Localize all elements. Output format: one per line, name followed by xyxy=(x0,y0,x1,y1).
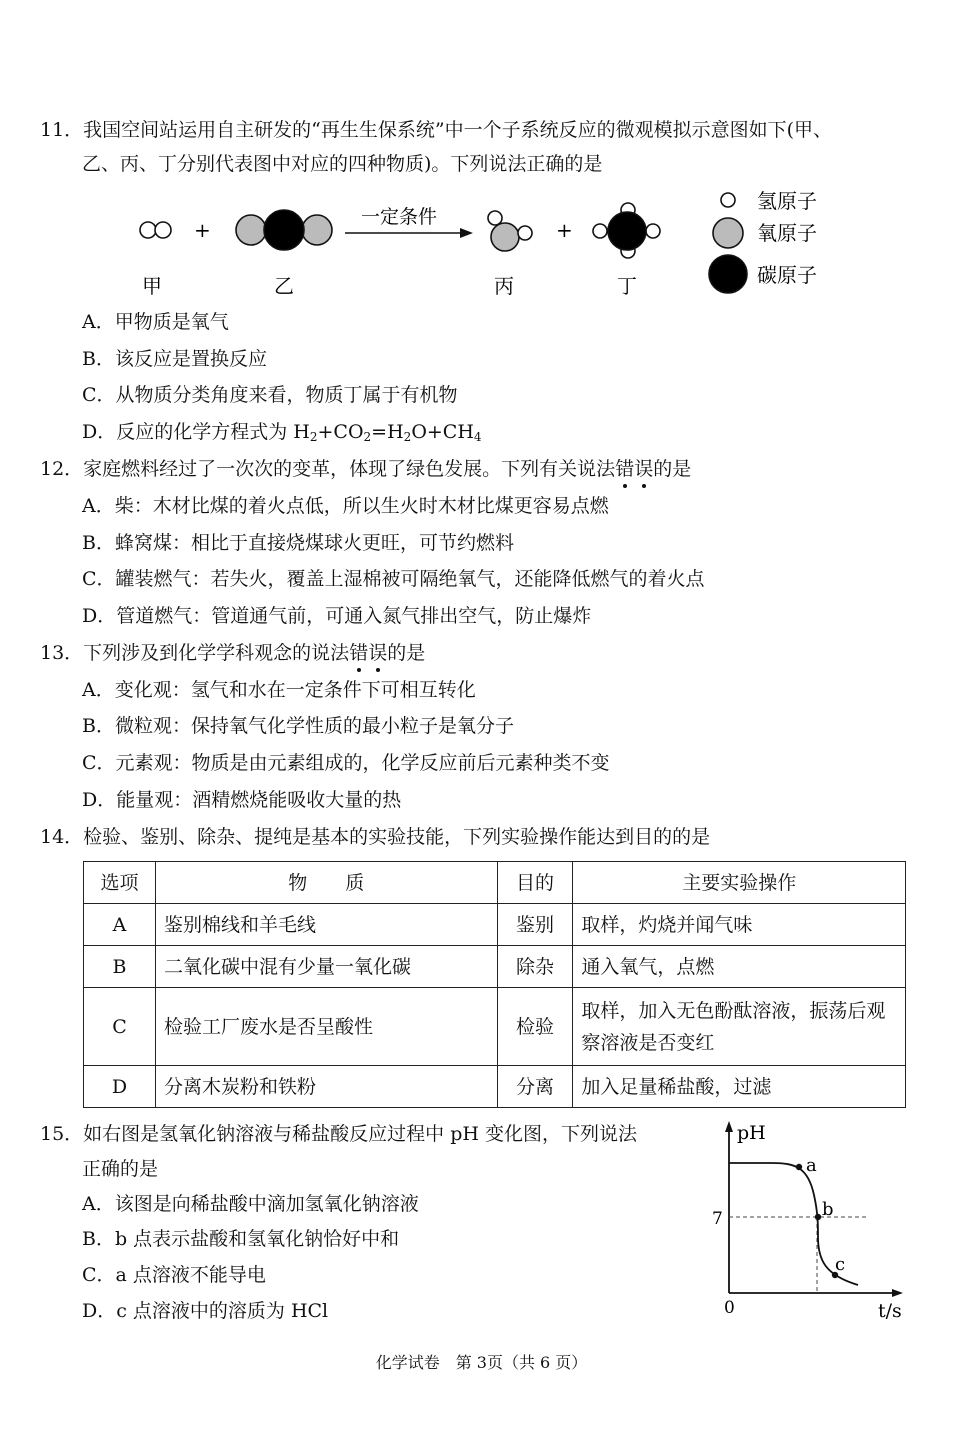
table-cell: 分离 xyxy=(497,1066,573,1108)
q12-stem-text: 12．家庭燃料经过了一次次的变革，体现了绿色发展。下列有关说法 xyxy=(40,458,616,480)
q12-option-b: B．蜂窝煤：相比于直接烧煤球火更旺，可节约燃料 xyxy=(82,532,514,554)
table-row xyxy=(84,1066,906,1108)
q11-option-d xyxy=(82,420,482,444)
table-row xyxy=(84,946,906,988)
table-cell: 除杂 xyxy=(497,946,573,988)
subscript: 2 xyxy=(309,430,318,444)
q12-option-c: C．罐装燃气：若失火，覆盖上湿棉被可隔绝氧气，还能降低燃气的着火点 xyxy=(82,568,705,590)
q12-stem xyxy=(40,457,691,481)
oxygen-atom-icon xyxy=(491,223,519,251)
q13-option-d: D．能量观：酒精燃烧能吸收大量的热 xyxy=(82,789,402,811)
label-bing: 丙 xyxy=(494,274,514,298)
experiment-table xyxy=(83,861,906,1108)
table-cell: 通入氧气，点燃 xyxy=(573,946,906,988)
label-yi: 乙 xyxy=(274,274,294,298)
arrow-head-icon xyxy=(460,228,473,238)
reaction-diagram xyxy=(120,185,840,305)
table-cell: 加入足量稀盐酸，过滤 xyxy=(573,1066,906,1108)
y-tick-label: 7 xyxy=(712,1209,723,1229)
table-cell: 二氧化碳中混有少量一氧化碳 xyxy=(155,946,497,988)
oxygen-atom-icon xyxy=(302,215,332,245)
q15-option-d: D．c 点溶液中的溶质为 HCl xyxy=(82,1300,329,1322)
page-footer: 化学试卷 第 3页（共 6 页） xyxy=(375,1353,588,1372)
y-axis-arrow-icon xyxy=(725,1121,733,1132)
q15-stem-line1: 15．如右图是氢氧化钠溶液与稀盐酸反应过程中 pH 变化图，下列说法 xyxy=(40,1123,637,1145)
label-jia: 甲 xyxy=(142,274,162,298)
origin-label: 0 xyxy=(724,1298,735,1318)
table-cell: 取样，灼烧并闻气味 xyxy=(573,904,906,946)
table-cell: 鉴别棉线和羊毛线 xyxy=(155,904,497,946)
q12-stem-text: 的是 xyxy=(653,458,692,480)
point-a xyxy=(796,1164,802,1170)
plus-sign: + xyxy=(556,218,573,242)
subscript: 2 xyxy=(403,430,412,444)
table-cell: 检验工厂废水是否呈酸性 xyxy=(155,988,497,1066)
q11-stem-line2: 乙、丙、丁分别代表图中对应的四种物质)。下列说法正确的是 xyxy=(82,153,603,175)
emphasis-char: 误 xyxy=(634,458,654,480)
q13-option-a: A．变化观：氢气和水在一定条件下可相互转化 xyxy=(82,679,476,701)
legend-carbon-label: 碳原子 xyxy=(757,263,817,287)
q11-option-d-text: D．反应的化学方程式为 H xyxy=(82,421,310,443)
legend-hydrogen-label: 氢原子 xyxy=(757,189,817,213)
q13-option-c: C．元素观：物质是由元素组成的，化学反应前后元素种类不变 xyxy=(82,752,610,774)
oxygen-atom-icon xyxy=(236,215,266,245)
hydrogen-atom-icon xyxy=(518,226,532,240)
table-header: 主要实验操作 xyxy=(573,862,906,904)
legend-carbon-icon xyxy=(709,255,747,293)
table-row xyxy=(84,988,906,1066)
q12-option-d: D．管道燃气：管道通气前，可通入氮气排出空气，防止爆炸 xyxy=(82,605,592,627)
emphasis-char: 误 xyxy=(368,642,388,664)
y-axis-label: pH xyxy=(737,1122,766,1144)
emphasis-char: 错 xyxy=(615,458,635,480)
hydrogen-atom-icon xyxy=(593,224,607,238)
q11-option-b: B．该反应是置换反应 xyxy=(82,348,267,370)
carbon-atom-icon xyxy=(608,212,646,250)
legend-oxygen-label: 氧原子 xyxy=(757,221,817,245)
legend-hydrogen-icon xyxy=(721,193,735,207)
table-cell: 鉴别 xyxy=(497,904,573,946)
q11-option-d-text: O+CH xyxy=(411,421,474,443)
table-row xyxy=(84,904,906,946)
q12-option-a: A．柴：木材比煤的着火点低，所以生火时木材比煤更容易点燃 xyxy=(82,495,609,517)
table-cell: 分离木炭粉和铁粉 xyxy=(155,1066,497,1108)
table-cell: 取样，加入无色酚酞溶液，振荡后观察溶液是否变红 xyxy=(573,988,906,1066)
q11-option-d-text: =H xyxy=(371,421,404,443)
table-header-row xyxy=(84,862,906,904)
q11-option-d-text: +CO xyxy=(317,421,364,443)
carbon-atom-icon xyxy=(264,210,304,250)
q11-option-a: A．甲物质是氧气 xyxy=(82,311,229,333)
hydrogen-atom-icon xyxy=(140,222,156,238)
table-cell: D xyxy=(84,1066,156,1108)
x-axis-label: t/s xyxy=(878,1300,902,1322)
q13-stem-text: 的是 xyxy=(387,642,426,664)
legend-oxygen-icon xyxy=(713,218,743,248)
q13-option-b: B．微粒观：保持氧气化学性质的最小粒子是氧分子 xyxy=(82,715,514,737)
q15-option-a: A．该图是向稀盐酸中滴加氢氧化钠溶液 xyxy=(82,1193,419,1215)
table-cell: A xyxy=(84,904,156,946)
point-a-label: a xyxy=(806,1155,817,1176)
q15-option-b: B．b 点表示盐酸和氢氧化钠恰好中和 xyxy=(82,1228,400,1250)
plus-sign: + xyxy=(194,218,211,242)
emphasis-char: 错 xyxy=(349,642,369,664)
label-ding: 丁 xyxy=(617,274,637,298)
q11-option-c: C．从物质分类角度来看，物质丁属于有机物 xyxy=(82,384,458,406)
table-header: 选项 xyxy=(84,862,156,904)
q13-stem xyxy=(40,641,425,665)
q13-stem-text: 13．下列涉及到化学学科观念的说法 xyxy=(40,642,350,664)
table-header: 目的 xyxy=(497,862,573,904)
q15-option-c: C．a 点溶液不能导电 xyxy=(82,1264,266,1286)
q14-stem: 14．检验、鉴别、除杂、提纯是基本的实验技能，下列实验操作能达到目的的是 xyxy=(40,826,711,848)
table-cell: 检验 xyxy=(497,988,573,1066)
arrow-condition-label: 一定条件 xyxy=(361,206,438,228)
table-cell: B xyxy=(84,946,156,988)
q11-stem-line1: 11．我国空间站运用自主研发的“再生生保系统”中一个子系统反应的微观模拟示意图如下(甲、 xyxy=(40,119,833,141)
x-axis-arrow-icon xyxy=(892,1289,903,1297)
point-c-label: c xyxy=(835,1254,846,1275)
table-cell: C xyxy=(84,988,156,1066)
hydrogen-atom-icon xyxy=(646,224,660,238)
hydrogen-atom-icon xyxy=(488,211,502,225)
q15-stem-line2: 正确的是 xyxy=(82,1158,159,1180)
ph-change-graph xyxy=(700,1115,910,1325)
hydrogen-atom-icon xyxy=(155,222,171,238)
subscript: 2 xyxy=(363,430,372,444)
subscript: 4 xyxy=(473,430,482,444)
table-header: 物 质 xyxy=(155,862,497,904)
point-b-label: b xyxy=(822,1199,834,1220)
point-b xyxy=(815,1214,821,1220)
